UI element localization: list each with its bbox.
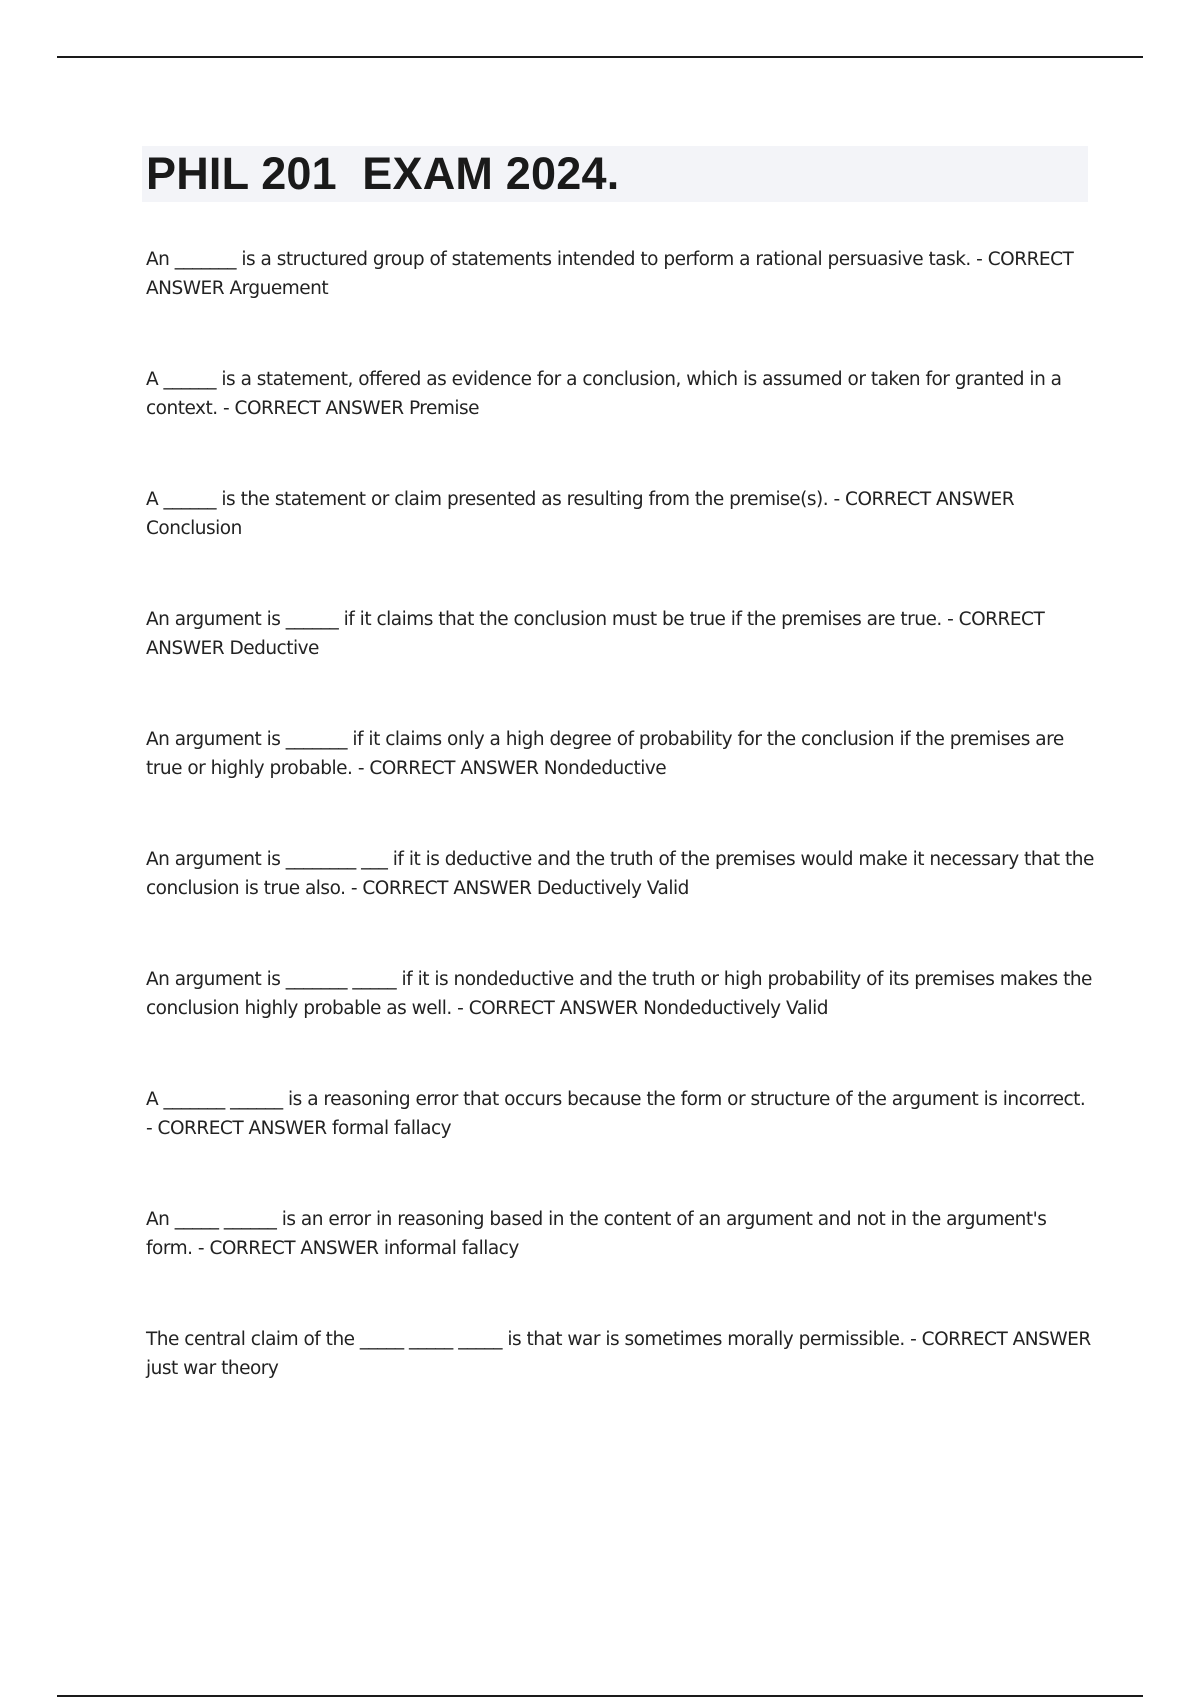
question-item: [146, 1085, 1094, 1205]
question-text: An argument is _______ if it claims only a high degree of probability for the conclusion if the premises are true or highly probable. - CORRECT ANSWER Nondeductive: [146, 729, 1064, 779]
question-list: [146, 245, 1094, 1445]
question-item: [146, 965, 1094, 1085]
question-text: An _______ is a structured group of statements intended to perform a rational persuasive task. - CORRECT ANSWER Arguement: [146, 249, 1074, 299]
question-text: A _______ ______ is a reasoning error that occurs because the form or structure of the argument is incorrect. - CORRECT ANSWER formal fallacy: [146, 1089, 1086, 1139]
bottom-divider: [57, 1695, 1143, 1697]
question-text: A ______ is the statement or claim presented as resulting from the premise(s). - CORRECT ANSWER Conclusion: [146, 489, 1015, 539]
question-item: [146, 605, 1094, 725]
question-item: [146, 725, 1094, 845]
top-divider: [57, 56, 1143, 58]
question-item: [146, 845, 1094, 965]
question-item: [146, 1205, 1094, 1325]
question-text: An argument is ________ ___ if it is deductive and the truth of the premises would make it necessary that the conclusion is true also. - CORRECT ANSWER Deductively Valid: [146, 849, 1094, 899]
question-item: [146, 365, 1094, 485]
question-text: An argument is ______ if it claims that the conclusion must be true if the premises are true. - CORRECT ANSWER Deductive: [146, 609, 1045, 659]
page-title: PHIL 201 EXAM 2024.: [146, 148, 620, 199]
question-text: An argument is _______ _____ if it is nondeductive and the truth or high probability of its premises makes the conclusion highly probable as well. - CORRECT ANSWER Nondeductively Valid: [146, 969, 1092, 1019]
question-text: A ______ is a statement, offered as evidence for a conclusion, which is assumed or taken for granted in a context. - CORRECT ANSWER Premise: [146, 369, 1062, 419]
question-text: The central claim of the _____ _____ _____ is that war is sometimes morally permissible. - CORRECT ANSWER just war theory: [146, 1329, 1091, 1379]
question-text: An _____ ______ is an error in reasoning based in the content of an argument and not in the argument's form. - CORRECT ANSWER informal fallacy: [146, 1209, 1047, 1259]
question-item: [146, 1325, 1094, 1445]
question-item: [146, 245, 1094, 365]
question-item: [146, 485, 1094, 605]
